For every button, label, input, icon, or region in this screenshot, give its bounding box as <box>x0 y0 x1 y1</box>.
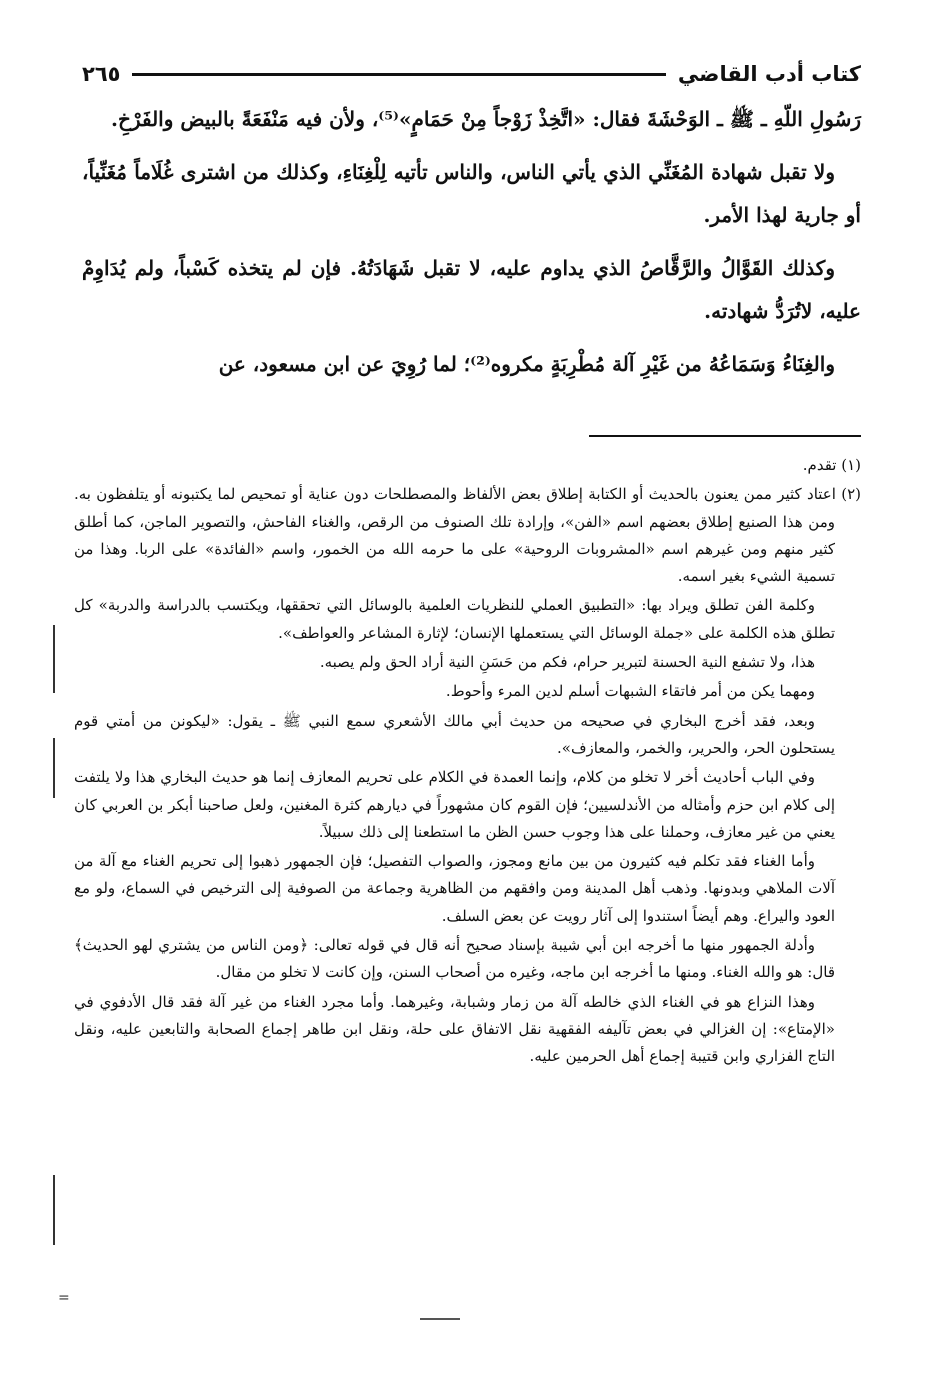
footnote-paragraph: وفي الباب أحاديث أخر لا تخلو من كلام، وإنما العمدة في الكلام على تحريم المعازف إنما هو حديث البخاري هذا ولا يلتفت إلى كلام ابن حزم وأمثاله من الأندلسيين؛ فإن القوم كان مشهوراً في ديارهم كثرة المغنين، ولعل صاحبنا أبكر بن العربي كان يعني من غير معازف، وحملنا على هذا وجوب حسن الظن ما استطعنا إلى ذلك سبيلاً. <box>74 768 835 841</box>
footnote-paragraph: هذا، ولا تشفع النية الحسنة لتبرير حرام، فكم من حَسَنِ النية أراد الحق ولم يصبه. <box>319 653 815 672</box>
margin-bar <box>53 1175 55 1245</box>
bottom-mark <box>420 1318 460 1320</box>
footnote-separator <box>589 435 861 437</box>
main-text <box>82 98 861 396</box>
footnote-2: (٢) اعتاد كثير ممن يعنون بالحديث أو الكتابة إطلاق بعض الألفاظ والمصطلحات دون عناية أو تمحيص لما يكتبونه أو يتلفظون به. ومن هذا الصنيع إطلاق بعضهم اسم «الفن»، وإرادة تلك الصنوف من الرقص، والغناء الفاحش، والتصوير الماجن، كما أطلق كثير منهم ومن غيرهم اسم «المشروبات الروحية» على ما حرمه الله من الخمور، واسم «الفائدة» على الربا. وهذا من تسمية الشيء بغير اسمه. <box>74 485 861 586</box>
footnote-paragraph: وهذا النزاع هو في الغناء الذي خالطه آلة من زمار وشبابة، وغيرهما. وأما مجرد الغناء من غير آلة فقد قال الأدفوي في «الإمتاع»: إن الغزالي في بعض تآليفه الفقهية نقل الاتفاق على حلة، ونقل ابن طاهر إجماع الصحابة والتابعين عليه، ونقل التاج الفزاري وابن قتيبة إجماع أهل الحرمين عليه. <box>74 992 835 1066</box>
header-rule <box>132 73 665 76</box>
page-number: ٢٦٥ <box>82 62 121 86</box>
continuation-mark: = <box>58 1290 70 1306</box>
footnote-paragraph: وأما الغناء فقد تكلم فيه كثيرون من بين مانع ومجوز، والصواب التفصيل؛ فإن الجمهور ذهبوا إلى تحريم الغناء مع آلة من آلات الملاهي وبدونها. وذهب أهل المدينة ومن وافقهم من الظاهرية وجماعة من الصوفية إلى الترخيص في السماع، ولو مع العود واليراع. وهم أيضاً استندوا إلى آثار رويت عن بعض السلف. <box>74 852 835 925</box>
running-header <box>82 56 861 92</box>
main-paragraph: رَسُولِ اللّهِ ـ ﷺ ـ الوَحْشَةَ فقال: «اتَّخِذْ زَوْجاً مِنْ حَمَامٍ»⁽⁵⁾، ولأن فيه مَنْفَعَةً بالبيض والفَرْخِ. <box>111 107 861 131</box>
footnote-paragraph: وبعد، فقد أخرج البخاري في صحيحه من حديث أبي مالك الأشعري سمع النبي ﷺ ـ يقول: «ليكونن من أمتي قوم يستحلون الحر، والحرير، والخمر، والمعازف». <box>74 711 835 757</box>
footnote-paragraph: ومهما يكن من أمر فاتقاء الشبهات أسلم لدين المرء وأحوط. <box>445 682 815 701</box>
footnote-paragraph: وأدلة الجمهور منها ما أخرجه ابن أبي شيبة بإسناد صحيح أنه قال في قوله تعالى: ﴿ومن الناس من يشتري لهو الحديث﴾ قال: هو والله الغناء. ومنها ما أخرجه ابن ماجه، وغيره من أصحاب السنن، وإن كانت لا تخلو من مقال. <box>74 936 835 982</box>
footnote-paragraph: وكلمة الفن تطلق ويراد بها: «التطبيق العملي للنظريات العلمية بالوسائل التي تحققها، ويكتسب بالدراسة والدربة» كل تطلق هذه الكلمة على «جملة الوسائل التي يستعملها الإنسان؛ لإثارة المشاعر والعواطف». <box>74 596 835 642</box>
margin-bar <box>53 738 55 798</box>
main-paragraph: وكذلك القَوَّالُ والرَّقَّاصُ الذي يداوم عليه، لا تقبل شَهَادَتُهُ. فإن لم يتخذه كَسْباً، ولم يُدَاوِمْ عليه، لاتُرَدُّ شهادته. <box>82 256 861 323</box>
footnotes <box>74 452 861 1073</box>
main-paragraph: والغِنَاءُ وَسَمَاعُهُ من غَيْرِ آلة مُطْرِبَةٍ مكروه⁽²⁾؛ لما رُوِيَ عن ابن مسعود، عن <box>218 352 835 376</box>
margin-bar <box>53 625 55 693</box>
main-paragraph: ولا تقبل شهادة المُغَنِّي الذي يأتي الناس، والناس تأتيه لِلْغِنَاءِ، وكذلك من اشترى غُلَاماً مُغَنِّياً، أو جارية لهذا الأمر. <box>82 160 861 227</box>
footnote-1: (١) تقدم. <box>802 456 861 474</box>
book-title: كتاب أدب القاضي <box>677 62 861 86</box>
